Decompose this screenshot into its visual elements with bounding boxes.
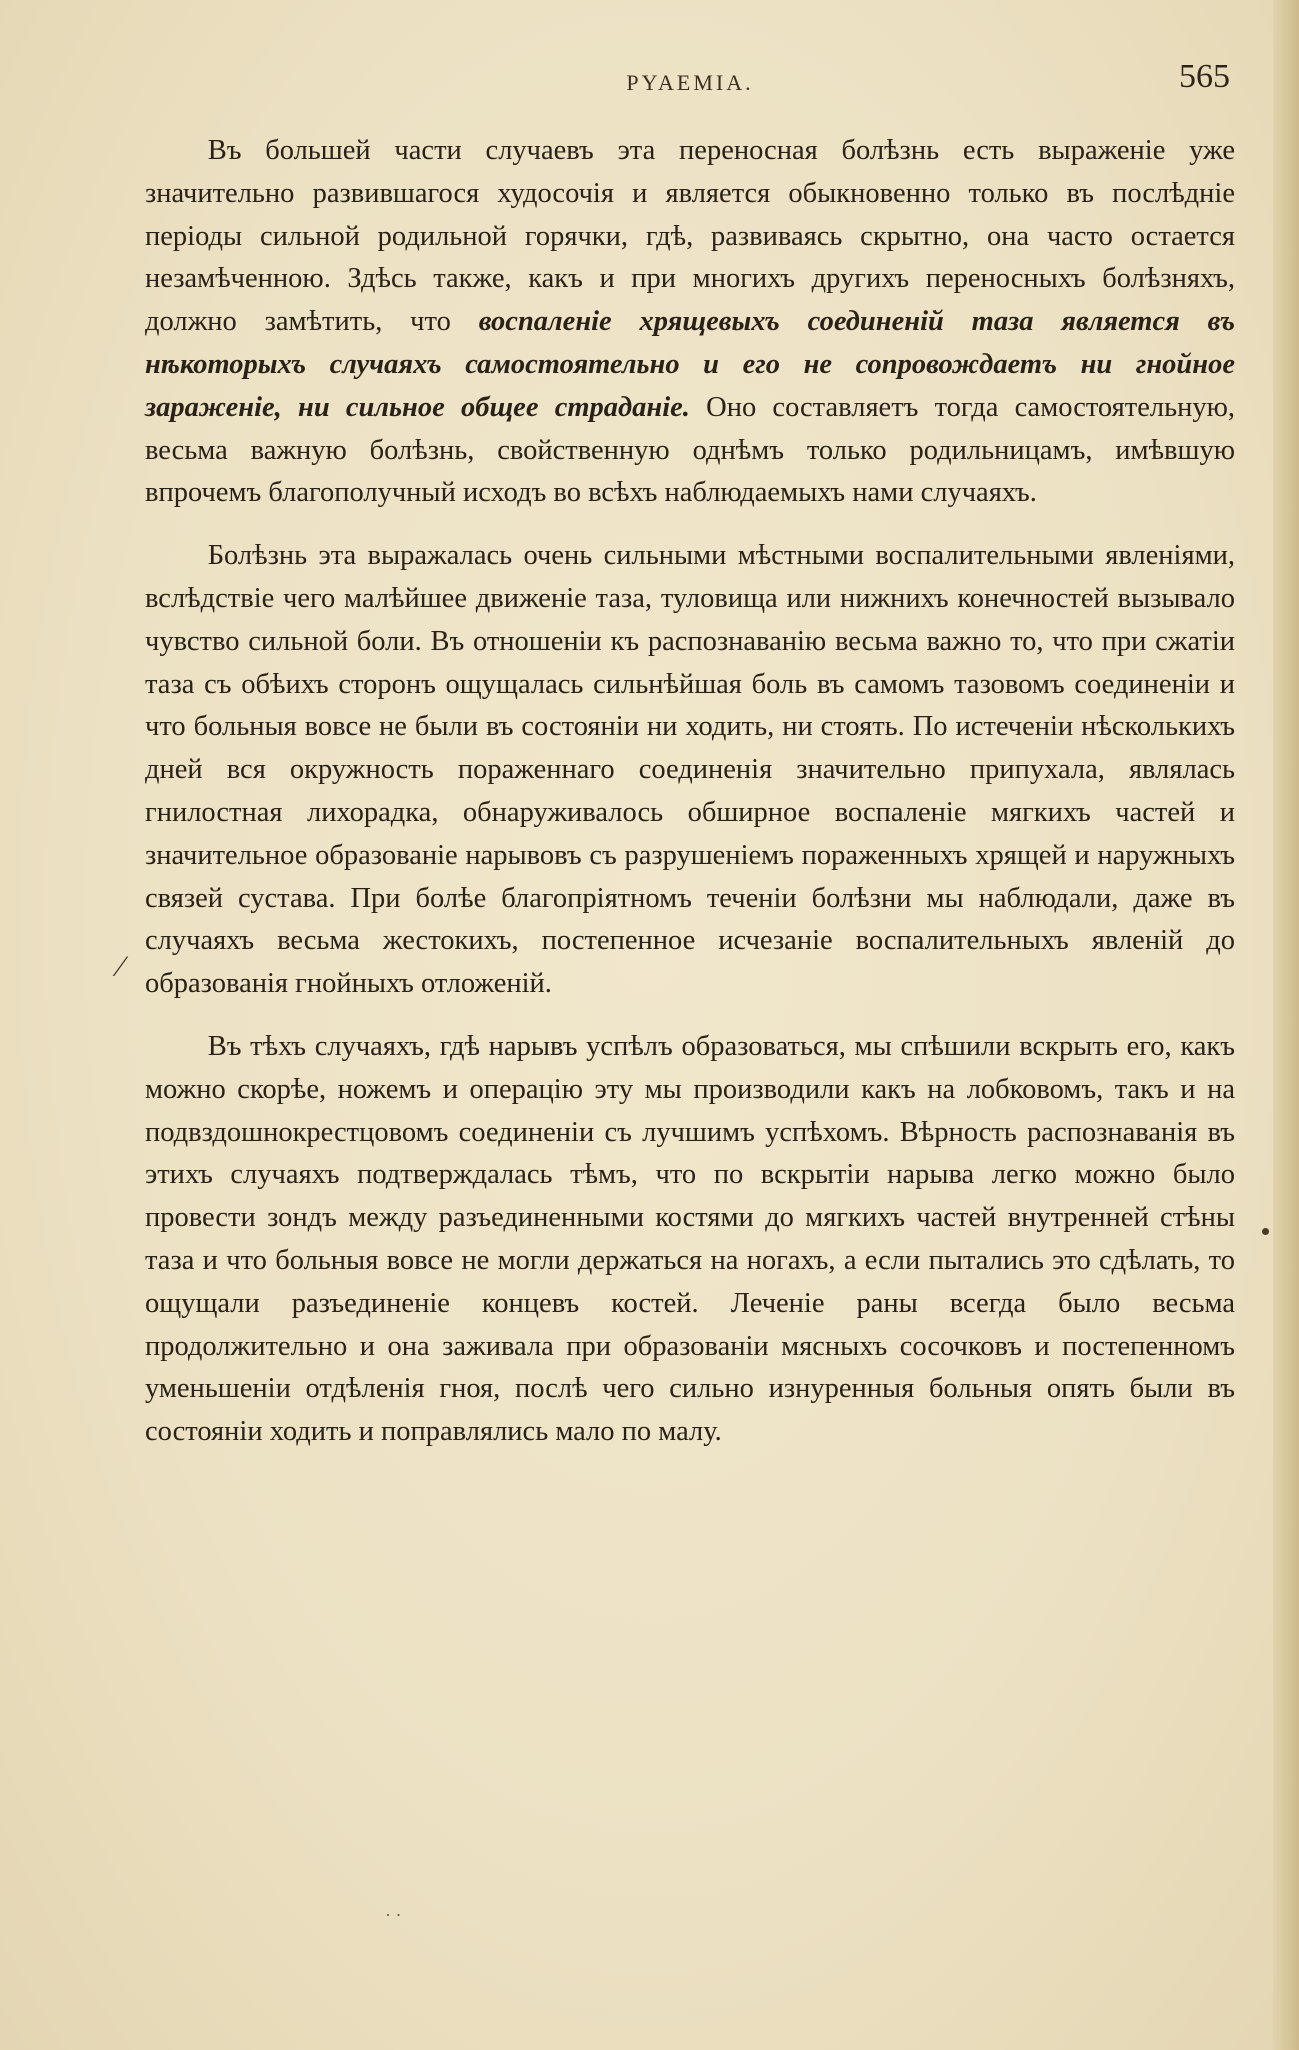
margin-pencil-mark: ⁄	[118, 950, 124, 983]
paragraph-1-text-before: Въ большей части случаевъ эта переносная болѣзнь есть выраженіе уже значительно развившагося худосочія и является обыкновенно только въ послѣдніе періоды сильной родильной горячки, гдѣ, развиваясь скрытно, она часто остается незамѣченною. Здѣсь также, какъ и при многихъ другихъ переносныхъ болѣзняхъ, должно замѣтить, что	[145, 135, 1235, 338]
page-edge	[1273, 0, 1299, 2050]
margin-dot-mark	[1262, 1228, 1269, 1235]
paragraph-1-text-after: Оно составляетъ тогда самостоятельную, весьма важную болѣзнь, свойственную однѣмъ только родильницамъ, имѣвшую впрочемъ благополучный исходъ во всѣхъ наблюдаемыхъ нами случаяхъ.	[145, 391, 1235, 509]
ink-speck-mark: · ·	[385, 1905, 402, 1925]
page-header	[150, 58, 1230, 108]
paragraph-1	[145, 130, 1235, 515]
paragraph-2: Болѣзнь эта выражалась очень сильными мѣстными воспалительными явленіями, вслѣдствіе чего малѣйшее движеніе таза, туловища или нижнихъ конечностей вызывало чувство сильной боли. Въ отношеніи къ распознаванію весьма важно то, что при сжатіи таза съ обѣихъ сторонъ ощущалась сильнѣйшая боль въ самомъ тазовомъ соединеніи и что больныя вовсе не были въ состояніи ни ходить, ни стоять. По истеченіи нѣсколькихъ дней вся окружность пораженнаго соединенія значительно припухала, являлась гнилостная лихорадка, обнаруживалось обширное воспаленіе мягкихъ частей и значительное образованіе нарывовъ съ разрушеніемъ пораженныхъ хрящей и наружныхъ связей сустава. При болѣе благопріятномъ теченіи болѣзни мы наблюдали, даже въ случаяхъ весьма жестокихъ, постепенное исчезаніе воспалительныхъ явленій до образованія гнойныхъ отложеній.	[145, 540, 1235, 1000]
body-text	[145, 130, 1235, 1474]
paragraph-1-emphasis: воспаленіе хрящевыхъ соединеній таза является въ нѣкоторыхъ случаяхъ самостоятельно и его не сопровождаетъ ни гнойное зараженіе, ни сильное общее страданіе.	[145, 306, 1236, 423]
page-number: 565	[1179, 58, 1230, 95]
paragraph-3: Въ тѣхъ случаяхъ, гдѣ нарывъ успѣлъ образоваться, мы спѣшили вскрыть его, какъ можно скорѣе, ножемъ и операцію эту мы производили какъ на лобковомъ, такъ и на подвздошнокрестцовомъ соединеніи съ лучшимъ успѣхомъ. Вѣрность распознаванія въ этихъ случаяхъ подтверждалась тѣмъ, что по вскрытіи нарыва легко можно было провести зондъ между разъединенными костями до мягкихъ частей внутренней стѣны таза и что больныя вовсе не могли держаться на ногахъ, а если пытались это сдѣлать, то ощущали разъединеніе концевъ костей. Леченіе раны всегда было весьма продолжительно и она заживала при образованіи мясныхъ сосочковъ и постепенномъ уменьшеніи отдѣленія гноя, послѣ чего сильно изнуренныя больныя опять были въ состояніи ходить и поправлялись мало по малу.	[145, 1030, 1235, 1448]
running-head: PYAEMIA.	[626, 70, 754, 95]
